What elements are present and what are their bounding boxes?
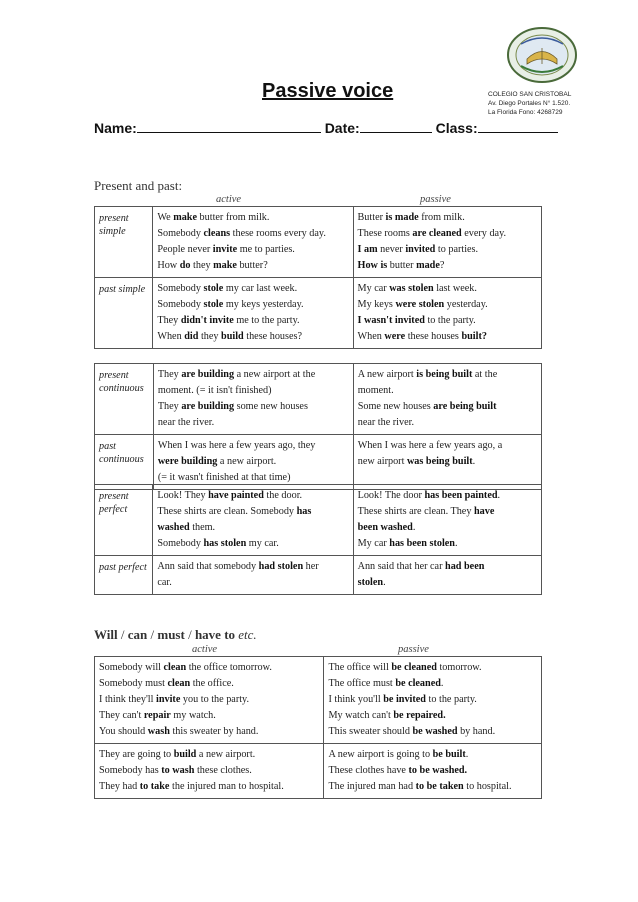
page-title: Passive voice [262,80,394,102]
active-sentence: Somebody has stolen my car. [157,538,279,549]
grammar-table-simple [94,206,542,349]
passive-cell [324,744,542,799]
tense-label: past simple [95,278,153,349]
grammar-table-modals [94,656,542,799]
active-sentence: Somebody will clean the office tomorrow. [99,662,272,673]
passive-sentence: near the river. [357,417,415,428]
school-info [488,90,571,117]
passive-sentence: How is butter made? [357,260,445,271]
active-sentence: We make butter from milk. [157,212,270,223]
school-phone: La Florida Fono: 4268729 [488,109,563,116]
passive-sentence: I wasn't invited to the party. [357,315,476,326]
passive-sentence: My car was stolen last week. [357,283,477,294]
tense-label: present perfect [95,485,153,556]
grammar-table-perfect [94,484,542,595]
table-row [95,278,542,349]
active-sentence: I think they'll invite you to the party. [99,694,250,705]
date-label: Date: [324,120,360,136]
grammar-table-continuous [94,363,542,490]
name-label: Name: [94,120,137,136]
passive-sentence: Butter is made from milk. [357,212,465,223]
table-row [95,556,542,595]
active-sentence: They are going to build a new airport. [99,749,256,760]
date-field[interactable] [360,118,432,133]
passive-sentence: new airport was being built. [357,456,476,467]
school-name: COLEGIO SAN CRISTOBAL [488,91,572,98]
active-sentence: People never invite me to parties. [157,244,295,255]
active-sentence: You should wash this sweater by hand. [99,726,259,737]
passive-sentence: My keys were stolen yesterday. [357,299,488,310]
active-cell [153,278,353,349]
active-sentence: They didn't invite me to the party. [157,315,300,326]
passive-sentence: I am never invited to parties. [357,244,479,255]
active-cell [153,556,353,595]
table-row [95,207,542,278]
table-row [95,657,542,744]
class-field[interactable] [478,118,558,133]
passive-sentence: Some new houses are being built [357,401,497,412]
active-sentence: Somebody cleans these rooms every day. [157,228,326,239]
column-header-active-modals: active [192,644,218,655]
active-sentence: When I was here a few years ago, they [157,440,316,451]
column-header-passive: passive [420,194,451,205]
student-fields [94,118,558,136]
passive-sentence: When I was here a few years ago, a [357,440,503,451]
active-sentence: They are building some new houses [157,401,308,412]
passive-cell [353,485,541,556]
passive-sentence: The injured man had to be taken to hospital. [328,781,512,792]
active-cell [153,485,353,556]
active-sentence: Ann said that somebody had stolen her [157,561,319,572]
passive-sentence: The office must be cleaned. [328,678,444,689]
active-sentence: moment. (= it isn't finished) [157,385,272,396]
active-cell [153,435,353,490]
active-sentence: They are building a new airport at the [157,369,316,380]
passive-sentence: These clothes have to be washed. [328,765,468,776]
table-row [95,485,542,556]
tense-label: past perfect [95,556,153,595]
table-row [95,364,542,435]
school-crest-logo [505,26,579,84]
active-sentence: car. [157,577,172,588]
tense-label: present simple [95,207,153,278]
passive-sentence: These rooms are cleaned every day. [357,228,507,239]
class-label: Class: [435,120,478,136]
tense-label: past continuous [95,435,154,490]
active-sentence: When did they build these houses? [157,331,302,342]
passive-sentence: stolen. [357,577,386,588]
passive-cell [353,556,541,595]
passive-sentence: Ann said that her car had been [357,561,485,572]
passive-cell [353,364,541,435]
passive-sentence: Look! The door has been painted. [357,490,501,501]
passive-cell [353,435,541,490]
active-sentence: washed them. [157,522,216,533]
table-row [95,435,542,490]
passive-cell [324,657,542,744]
active-sentence: near the river. [157,417,215,428]
active-cell [95,744,324,799]
passive-sentence: This sweater should be washed by hand. [328,726,496,737]
section-heading-present-past: Present and past: [94,178,183,193]
active-sentence: (= it wasn't finished at that time) [157,472,291,483]
tense-label: present continuous [95,364,154,435]
table-row [95,744,542,799]
passive-sentence: When were these houses built? [357,331,487,342]
passive-sentence: A new airport is being built at the [357,369,498,380]
passive-sentence: My watch can't be repaired. [328,710,446,721]
passive-sentence: My car has been stolen. [357,538,458,549]
column-header-active: active [216,194,242,205]
active-cell [153,364,353,435]
name-field[interactable] [137,118,321,133]
active-sentence: Look! They have painted the door. [157,490,303,501]
passive-sentence: moment. [357,385,394,396]
active-cell [95,657,324,744]
passive-sentence: I think you'll be invited to the party. [328,694,477,705]
active-sentence: were building a new airport. [157,456,277,467]
passive-sentence: A new airport is going to be built. [328,749,469,760]
active-sentence: How do they make butter? [157,260,268,271]
active-sentence: They can't repair my watch. [99,710,216,721]
active-sentence: These shirts are clean. Somebody has [157,506,312,517]
column-header-passive-modals: passive [398,644,429,655]
active-sentence: Somebody has to wash these clothes. [99,765,252,776]
active-sentence: Somebody must clean the office. [99,678,234,689]
active-sentence: Somebody stole my car last week. [157,283,298,294]
passive-cell [353,278,541,349]
active-sentence: They had to take the injured man to hospital. [99,781,284,792]
passive-sentence: These shirts are clean. They have [357,506,495,517]
school-address: Av. Diego Portales N° 1.520. [488,100,571,107]
passive-sentence: been washed. [357,522,416,533]
passive-sentence: The office will be cleaned tomorrow. [328,662,482,673]
passive-cell [353,207,541,278]
active-cell [153,207,353,278]
active-sentence: Somebody stole my keys yesterday. [157,299,304,310]
section-heading-modals: Will / can / must / have to etc. [94,627,257,642]
